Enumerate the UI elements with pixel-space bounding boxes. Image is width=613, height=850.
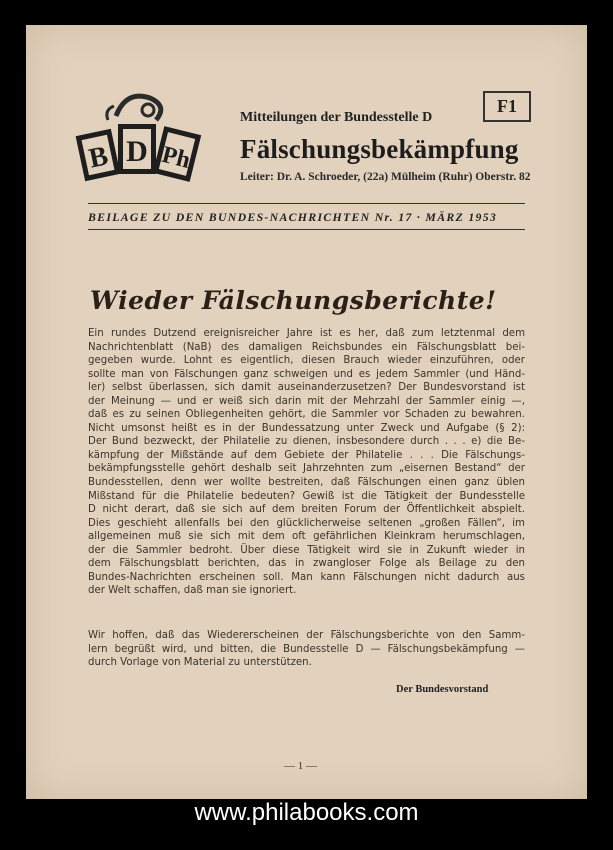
text-line: der die Sammler bedroht. Über diese Tätigkeit wird sie in Zukunft wieder in	[88, 544, 525, 556]
text-line: durch Vorlage von Material zu unterstützen.	[88, 657, 312, 669]
text-line: sollte man von Fälschungen ganz schweigen und es jedem Sammler (und Händ-	[88, 368, 525, 380]
text-line: bekämpfungsstelle gehört deshalb seit Jahrzehnten zum „eisernen Bestand“ der	[88, 463, 525, 475]
text-line: Dies geschieht allenfalls bei den glücklicherweise seltenen „großen Fällen“, im	[88, 517, 525, 529]
text-line: D nicht derart, daß sie sich auf dem breiten Forum der Öffentlichkeit abspielt.	[88, 504, 525, 516]
text-line: Bundes-Nachrichten erscheinen soll. Man kann Fälschungen nicht dadurch aus	[88, 571, 525, 583]
text-line: Nachrichtenblatt (NaB) des damaligen Reichsbundes ein Fälschungsblatt bei-	[88, 341, 525, 353]
text-line: lern begrüßt wird, und bitten, die Bundesstelle D — Fälschungsbekämpfung —	[88, 643, 525, 655]
page-number: — 1 —	[284, 760, 317, 772]
article-paragraph-1	[88, 327, 525, 598]
text-line: Ein rundes Dutzend ereignisreicher Jahre ist es her, daß zum letztenmal dem	[88, 328, 525, 339]
text-line: Wir hoffen, daß das Wiedererscheinen der Fälschungsberichte von den Samm-	[88, 630, 525, 641]
header-subtitle: Mitteilungen der Bundesstelle D	[240, 110, 433, 125]
signature: Der Bundesvorstand	[396, 684, 489, 695]
page-title: Fälschungsbekämpfung	[240, 134, 519, 164]
header-leiter: Leiter: Dr. A. Schroeder, (22a) Mülheim (Ruhr) Oberstr. 82	[240, 171, 531, 183]
text-line: allgemeinen muß sie sich mit dem oft gefährlichen Kleinkram herumschlagen,	[88, 531, 525, 543]
svg-text:B: B	[86, 140, 111, 175]
svg-text:Ph: Ph	[159, 141, 193, 174]
stamp-ph-icon	[153, 126, 201, 182]
article-headline: Wieder Fälschungsberichte!	[90, 286, 497, 315]
section-badge: F1	[483, 91, 531, 122]
text-line: Mißstand für die Philatelie bedeuten? Gewiß ist die Tätigkeit der Bundesstelle	[88, 490, 525, 502]
text-line: daß es zu seinen Obliegenheiten gehört, die Sammler vor Schaden zu bewahren.	[88, 409, 525, 421]
text-line: Bundesstellen, denn wer wollte bestreiten, daß Fälschungen einen ganz üblen	[88, 477, 525, 489]
svg-text:D: D	[126, 135, 148, 168]
text-line: ler) selbst überlassen, sich damit auseinanderzusetzen? Der Bundesvorstand ist	[88, 382, 525, 394]
stamp-d-icon	[118, 124, 156, 174]
text-line: Nicht umsonst heißt es in der Bundessatzung unter Zweck und Aufgabe (§ 2):	[88, 422, 525, 434]
article-paragraph-2	[88, 629, 525, 670]
text-line: der Welt schaffen, daß man sie ignoriert.	[88, 585, 297, 597]
stamp-b-icon	[76, 129, 121, 181]
text-line: kämpfung der Mißstände auf dem Gebiete der Philatelie . . . Die Fälschungs-	[88, 449, 525, 461]
text-line: Der Bund bezweckt, der Philatelie zu dienen, insbesondere durch . . . e) die Be-	[88, 436, 525, 448]
watermark-url: www.philabooks.com	[194, 799, 419, 826]
posthorn-icon	[107, 96, 161, 120]
text-line: dem Fälschungsblatt berichten, das in zwangloser Folge als Beilage zu den	[88, 558, 525, 570]
text-line: gegeben wurde. Lohnt es eigentlich, diesen Brauch wieder einzuführen, oder	[88, 355, 525, 367]
text-line: der Meinung — und er weiß sich darin mit der Mehrzahl der Sammler einig —,	[88, 395, 525, 407]
supplement-line: BEILAGE ZU DEN BUNDES-NACHRICHTEN Nr. 17 · MÄRZ 1953	[88, 210, 498, 224]
top-divider	[88, 203, 525, 204]
bottom-divider	[88, 229, 525, 230]
bdph-logo	[68, 80, 206, 192]
